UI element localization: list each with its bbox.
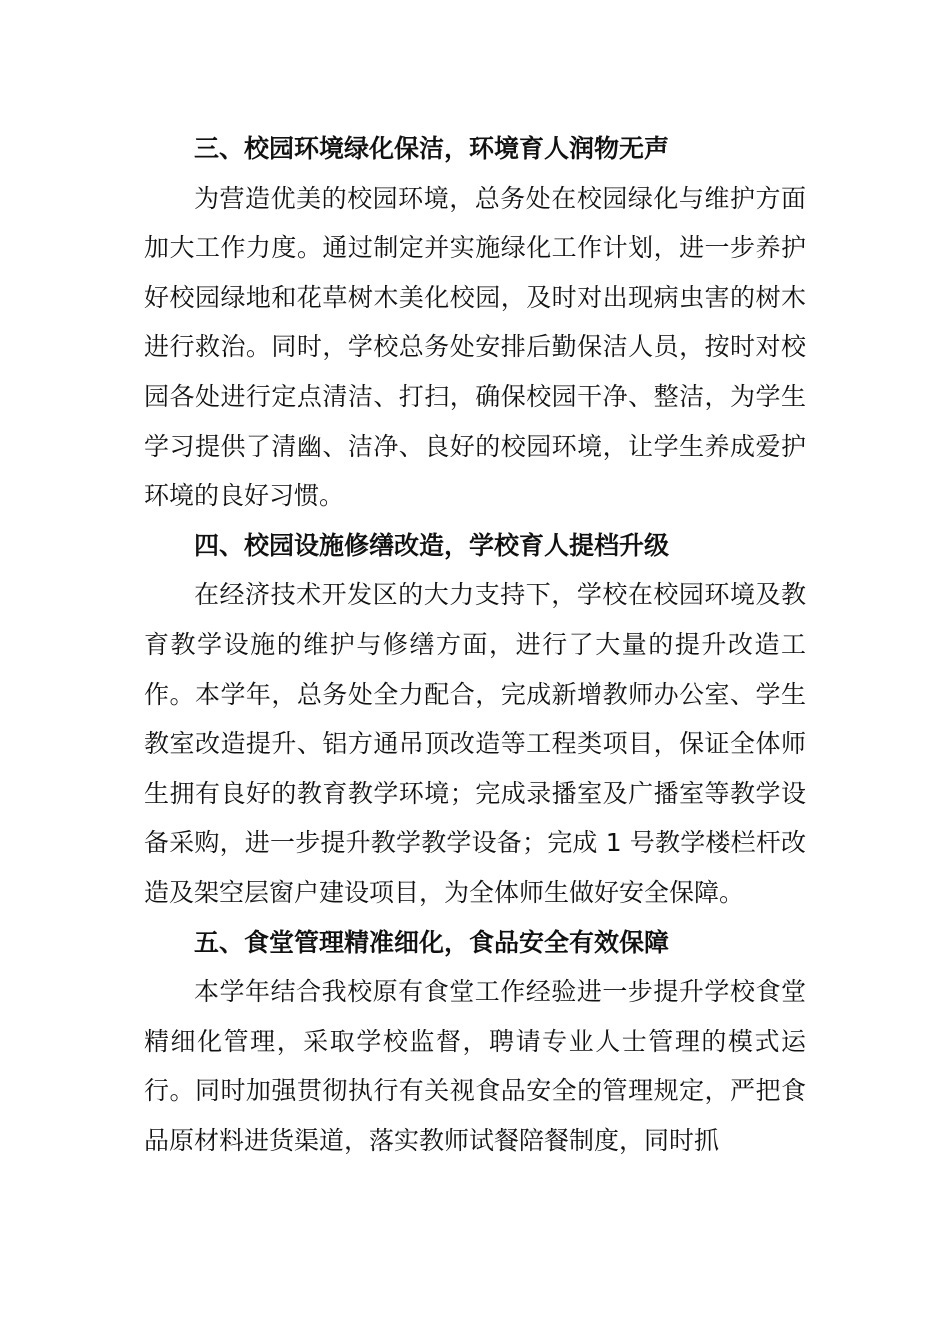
section-paragraph-4: 在经济技术开发区的大力支持下，学校在校园环境及教育教学设施的维护与修缮方面，进行了大量的提升改造工作。本学年，总务处全力配合，完成新增教师办公室、学生教室改造提升、铝方通吊顶改造等工程类项目，保证全体师生拥有良好的教育教学环境；完成录播室及广播室等教学设备采购，进一步提升教学教学设备；完成 1 号教学楼栏杆改造及架空层窗户建设项目，为全体师生做好安全保障。	[144, 580, 806, 907]
section-heading-3: 三、校园环境绿化保洁，环境育人润物无声	[194, 134, 670, 163]
section-heading-4: 四、校园设施修缮改造，学校育人提档升级	[194, 530, 670, 560]
section-heading-5: 五、食堂管理精准细化，食品安全有效保障	[194, 927, 670, 957]
section-paragraph-3: 为营造优美的校园环境，总务处在校园绿化与维护方面加大工作力度。通过制定并实施绿化工作计划，进一步养护好校园绿地和花草树木美化校园，及时对出现病虫害的树木进行救治。同时，学校总务处安排后勤保洁人员，按时对校园各处进行定点清洁、打扫，确保校园干净、整洁，为学生学习提供了清幽、洁净、良好的校园环境，让学生养成爱护环境的良好习惯。	[144, 183, 806, 511]
section-paragraph-5: 本学年结合我校原有食堂工作经验进一步提升学校食堂精细化管理，采取学校监督，聘请专业人士管理的模式运行。同时加强贯彻执行有关视食品安全的管理规定，严把食品原材料进货渠道，落实教师试餐陪餐制度，同时抓	[144, 977, 806, 1155]
document-page	[144, 124, 806, 1165]
